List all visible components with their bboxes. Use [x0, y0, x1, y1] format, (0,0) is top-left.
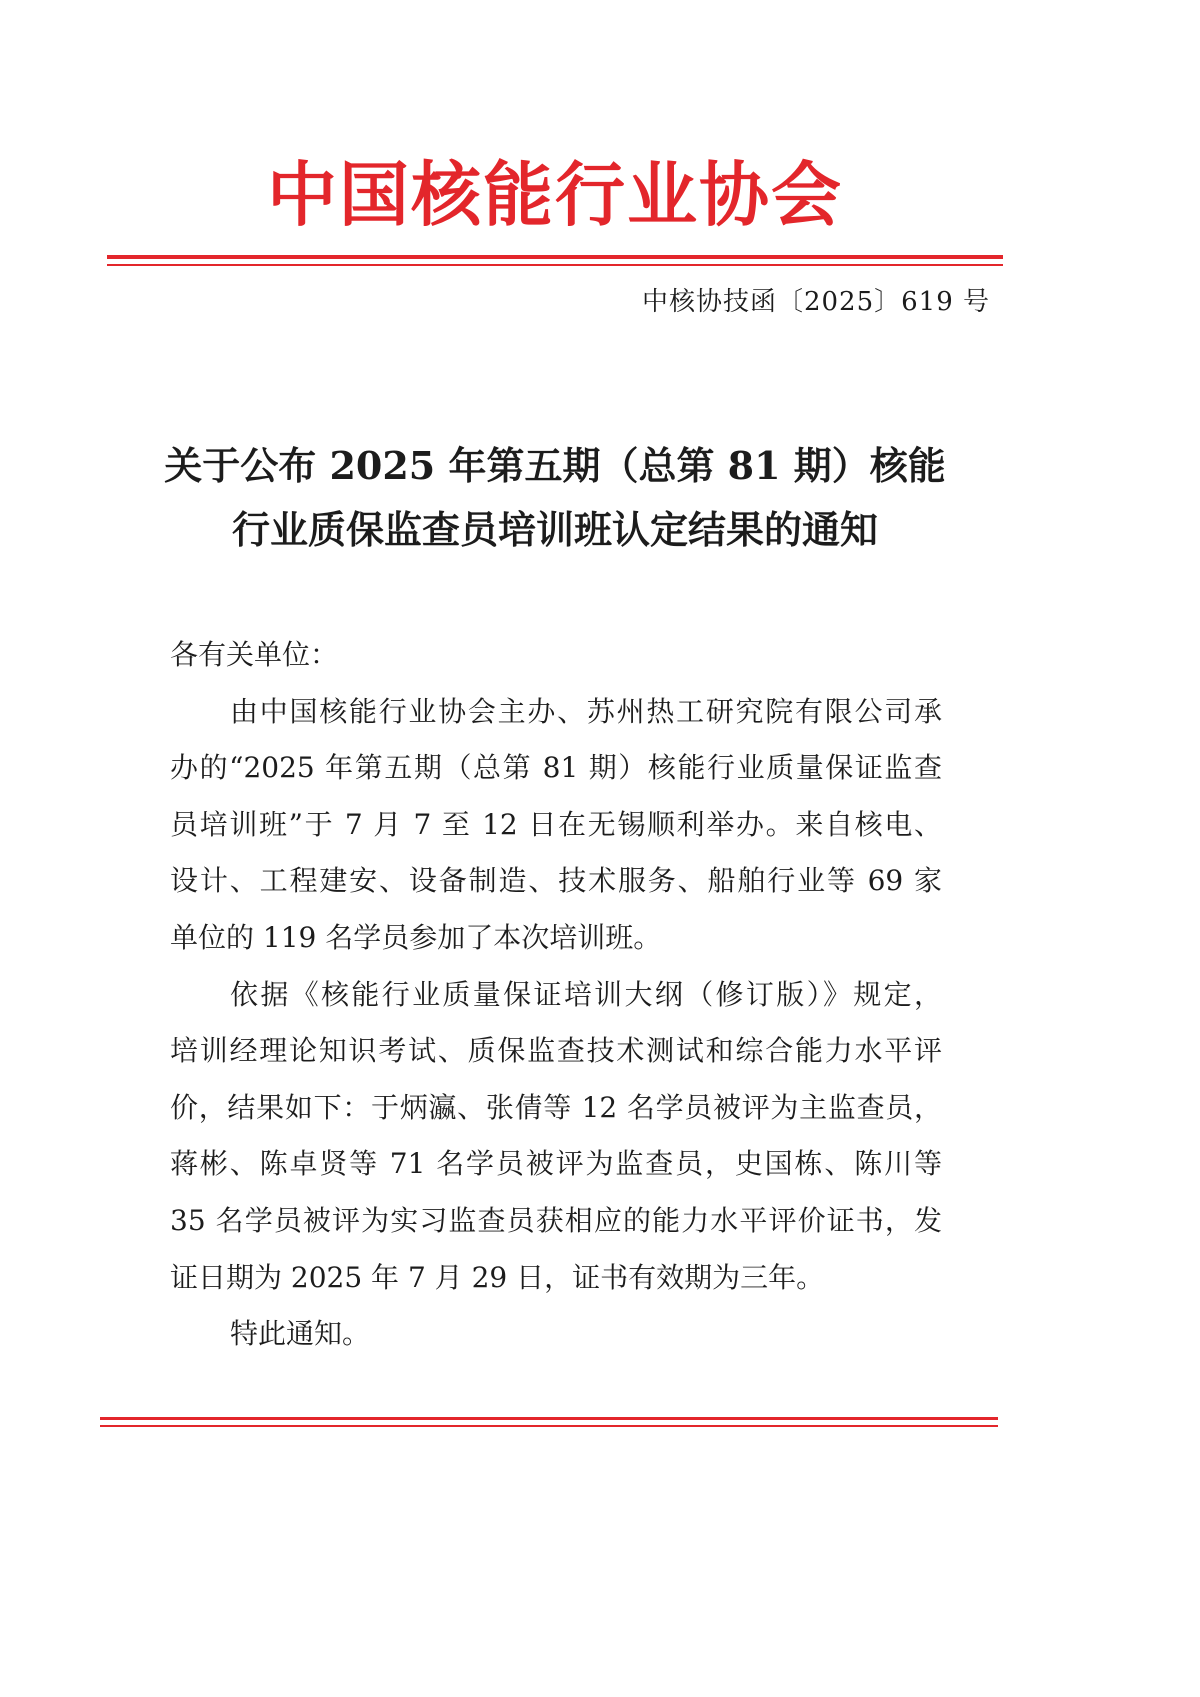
paragraph-line: 依据《核能行业质量保证培训大纲（修订版）》规定，	[230, 977, 942, 1011]
salutation: 各有关单位：	[170, 638, 339, 671]
letterhead-rule-thin	[107, 264, 1003, 266]
footer-rule-thin	[100, 1425, 998, 1427]
paragraph-line: 培训经理论知识考试、质保监查技术测试和综合能力水平评	[170, 1034, 942, 1068]
letterhead-org-name: 中国核能行业协会	[267, 153, 843, 236]
paragraph-line: 办的“2025 年第五期（总第 81 期）核能行业质量保证监查	[170, 751, 942, 785]
paragraph-line: 证日期为 2025 年 7 月 29 日，证书有效期为三年。	[170, 1260, 825, 1294]
paragraph-line: 价，结果如下：于炳瀛、张倩等 12 名学员被评为主监查员，	[170, 1090, 942, 1124]
letterhead-rule-thick	[107, 255, 1003, 259]
body-paragraph	[170, 967, 942, 1307]
closing-remark: 特此通知。	[230, 1317, 371, 1351]
paragraph-line: 蒋彬、陈卓贤等 71 名学员被评为监查员，史国栋、陈川等	[170, 1147, 942, 1181]
paragraph-line: 由中国核能行业协会主办、苏州热工研究院有限公司承	[230, 694, 942, 728]
paragraph-line: 单位的 119 名学员参加了本次培训班。	[170, 920, 662, 954]
doc-number: 中核协技函〔2025〕619 号	[641, 287, 990, 317]
paragraph-line: 设计、工程建安、设备制造、技术服务、船舶行业等 69 家	[170, 864, 942, 898]
notice-body	[170, 627, 942, 1363]
paragraph-line: 35 名学员被评为实习监查员获相应的能力水平评价证书，发	[170, 1203, 942, 1237]
footer-rule-thick	[100, 1417, 998, 1420]
body-paragraph	[170, 684, 942, 967]
paragraph-line: 员培训班”于 7 月 7 至 12 日在无锡顺利举办。来自核电、	[170, 807, 942, 841]
title-line: 关于公布 2025 年第五期（总第 81 期）核能	[164, 443, 946, 488]
title-line: 行业质保监查员培训班认定结果的通知	[231, 507, 878, 552]
notice-title	[107, 434, 1003, 562]
